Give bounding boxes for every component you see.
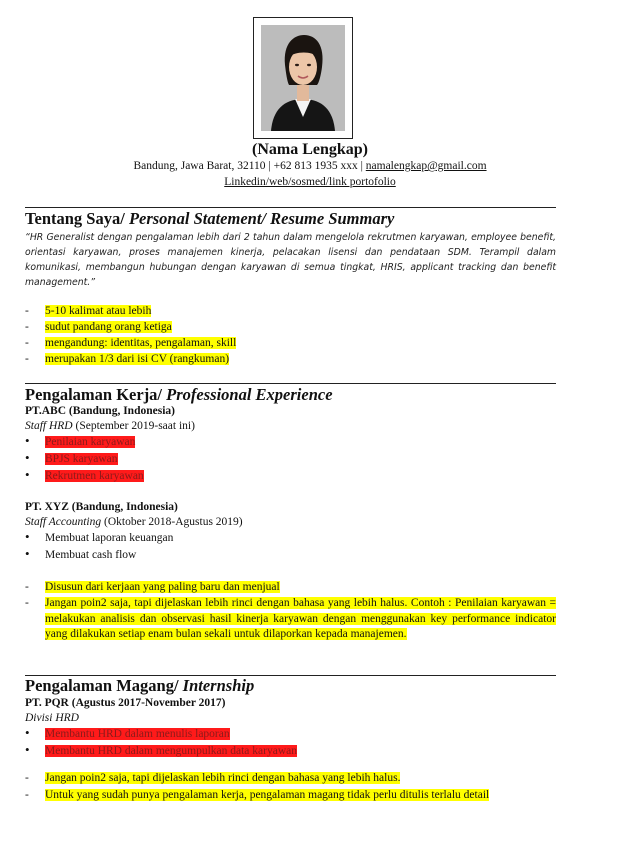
- contact-text: Bandung, Jawa Barat, 32110 | +62 813 1935 xxx |: [133, 160, 366, 172]
- list-item: • Membuat laporan keuangan: [25, 529, 174, 544]
- section-title-internship: Pengalaman Magang/ Internship: [25, 676, 255, 695]
- list-item: • Membuat cash flow: [25, 546, 137, 561]
- company-name: PT. PQR (Agustus 2017-November 2017): [25, 697, 226, 709]
- list-item: - Jangan poin2 saja, tapi dijelaskan lebih rinci dengan bahasa yang lebih halus. Contoh : Penilaian karyawan = melakukan analisis dan observasi hasil kinerja karyawan dengan menggunakan key performance indicator yang dilakukan setiap enam bulan sekali untuk dilaporkan kepada manajemen.: [25, 597, 556, 640]
- list-item: - Disusun dari kerjaan yang paling baru dan menjual: [25, 581, 280, 593]
- list-item: - mengandung: identitas, pengalaman, skill: [25, 337, 237, 349]
- list-item: • Penilaian karyawan: [25, 433, 136, 448]
- section-title-about: Tentang Saya/ Personal Statement/ Resume Summary: [25, 209, 395, 228]
- list-item: • BPJS karyawan: [25, 450, 118, 465]
- list-item: • Rekrutmen karyawan: [25, 467, 144, 482]
- list-item: - 5-10 kalimat atau lebih: [25, 305, 152, 317]
- email-link[interactable]: namalengkap@gmail.com: [365, 160, 487, 172]
- profile-photo-frame: [253, 17, 353, 139]
- list-item: - sudut pandang orang ketiga: [25, 321, 172, 333]
- section-divider: [25, 383, 556, 384]
- portfolio-links[interactable]: Linkedin/web/sosmed/link portofolio: [224, 176, 396, 188]
- section-title-experience: Pengalaman Kerja/ Professional Experience: [25, 385, 333, 404]
- personal-summary: “HR Generalist dengan pengalaman lebih dari 2 tahun dalam mengelola rekrutmen karyawan, employee benefit, orientasi karyawan, proses manajemen kinerja, pelacakan lisensi dan pendataan SDM. Terampil dalam komunikasi, membangun hubungan dengan karyawan di semua tingkat, HRIS, applicant tracking dan benefit management.”: [25, 232, 556, 288]
- job-role: Staff Accounting (Oktober 2018-Agustus 2019): [25, 516, 243, 528]
- company-name: PT.ABC (Bandung, Indonesia): [25, 405, 175, 417]
- company-name: PT. XYZ (Bandung, Indonesia): [25, 501, 178, 513]
- list-item: • Membantu HRD dalam menulis laporan: [25, 725, 230, 740]
- list-item: - Jangan poin2 saja, tapi dijelaskan lebih rinci dengan bahasa yang lebih halus.: [25, 772, 401, 784]
- list-item: - merupakan 1/3 dari isi CV (rangkuman): [25, 353, 230, 365]
- person-silhouette-icon: [261, 25, 345, 131]
- contact-line: [0, 160, 620, 172]
- list-item: • Membantu HRD dalam mengumpulkan data karyawan: [25, 742, 297, 757]
- division: Divisi HRD: [25, 712, 79, 724]
- profile-photo: [261, 25, 345, 131]
- job-role: Staff HRD (September 2019-saat ini): [25, 420, 195, 432]
- full-name: (Nama Lengkap): [251, 141, 368, 158]
- list-item: - Untuk yang sudah punya pengalaman kerja, pengalaman magang tidak perlu ditulis terlalu detail: [25, 789, 490, 801]
- section-divider: [25, 207, 556, 208]
